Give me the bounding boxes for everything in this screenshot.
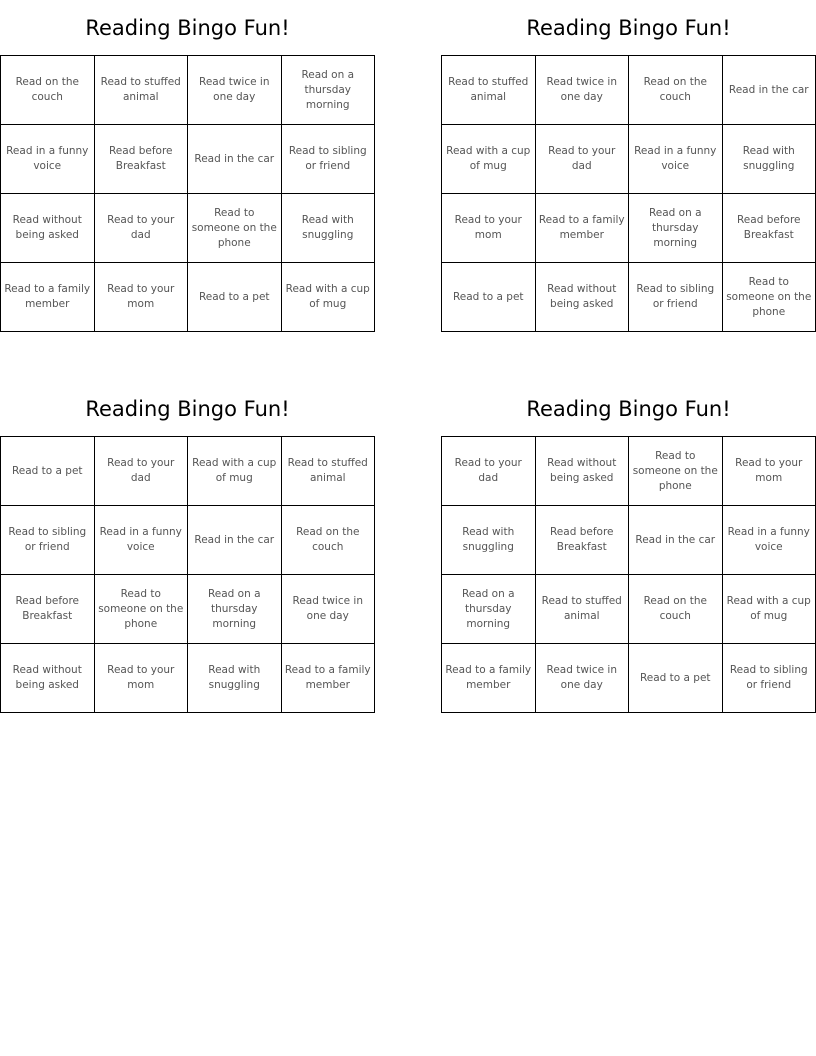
bingo-grid bbox=[0, 55, 375, 332]
bingo-cell: Read in the car bbox=[188, 506, 282, 575]
bingo-cell: Read with snuggling bbox=[442, 506, 536, 575]
bingo-cell: Read to sibling or friend bbox=[723, 644, 816, 713]
bingo-cell: Read before Breakfast bbox=[1, 575, 95, 644]
bingo-cell: Read to stuffed animal bbox=[95, 56, 189, 125]
bingo-cell: Read on the couch bbox=[629, 56, 723, 125]
card-title: Reading Bingo Fun! bbox=[526, 397, 731, 421]
bingo-cell: Read to a pet bbox=[442, 263, 536, 332]
bingo-cell: Read in a funny voice bbox=[629, 125, 723, 194]
bingo-cell: Read before Breakfast bbox=[723, 194, 816, 263]
bingo-cell: Read to a family member bbox=[1, 263, 95, 332]
bingo-cell: Read on the couch bbox=[629, 575, 723, 644]
bingo-cell: Read with snuggling bbox=[723, 125, 816, 194]
bingo-cell: Read with snuggling bbox=[188, 644, 282, 713]
bingo-cell: Read with a cup of mug bbox=[282, 263, 376, 332]
bingo-cell: Read with a cup of mug bbox=[723, 575, 816, 644]
bingo-cell: Read without being asked bbox=[1, 644, 95, 713]
bingo-cell: Read to sibling or friend bbox=[282, 125, 376, 194]
bingo-cell: Read without being asked bbox=[536, 437, 630, 506]
bingo-cell: Read to a pet bbox=[1, 437, 95, 506]
bingo-cell: Read with a cup of mug bbox=[188, 437, 282, 506]
bingo-cell: Read on a thursday morning bbox=[442, 575, 536, 644]
card-title: Reading Bingo Fun! bbox=[85, 397, 290, 421]
bingo-cell: Read to stuffed animal bbox=[442, 56, 536, 125]
bingo-cell: Read before Breakfast bbox=[95, 125, 189, 194]
bingo-cell: Read in a funny voice bbox=[1, 125, 95, 194]
bingo-card bbox=[441, 0, 816, 332]
bingo-grid bbox=[441, 55, 816, 332]
bingo-cell: Read twice in one day bbox=[536, 56, 630, 125]
bingo-cell: Read in the car bbox=[629, 506, 723, 575]
bingo-cell: Read to your mom bbox=[95, 263, 189, 332]
bingo-cell: Read to a pet bbox=[629, 644, 723, 713]
bingo-cell: Read on a thursday morning bbox=[188, 575, 282, 644]
bingo-cell: Read on a thursday morning bbox=[282, 56, 376, 125]
bingo-cell: Read to someone on the phone bbox=[723, 263, 816, 332]
bingo-cell: Read to your dad bbox=[95, 194, 189, 263]
bingo-grid bbox=[0, 436, 375, 713]
bingo-cell: Read to your mom bbox=[723, 437, 816, 506]
bingo-cell: Read twice in one day bbox=[188, 56, 282, 125]
bingo-cell: Read before Breakfast bbox=[536, 506, 630, 575]
bingo-card bbox=[0, 381, 375, 713]
bingo-cell: Read to someone on the phone bbox=[188, 194, 282, 263]
bingo-cell: Read to your mom bbox=[95, 644, 189, 713]
bingo-cell: Read with a cup of mug bbox=[442, 125, 536, 194]
bingo-cell: Read in the car bbox=[723, 56, 816, 125]
bingo-cell: Read to a family member bbox=[536, 194, 630, 263]
bingo-grid bbox=[441, 436, 816, 713]
bingo-cell: Read to a pet bbox=[188, 263, 282, 332]
bingo-cell: Read to your dad bbox=[536, 125, 630, 194]
bingo-cell: Read twice in one day bbox=[536, 644, 630, 713]
bingo-cell: Read to your dad bbox=[95, 437, 189, 506]
bingo-cell: Read to stuffed animal bbox=[282, 437, 376, 506]
bingo-cell: Read to your mom bbox=[442, 194, 536, 263]
bingo-cell: Read twice in one day bbox=[282, 575, 376, 644]
card-title: Reading Bingo Fun! bbox=[526, 16, 731, 40]
bingo-cell: Read to a family member bbox=[442, 644, 536, 713]
bingo-cell: Read without being asked bbox=[536, 263, 630, 332]
bingo-cell: Read with snuggling bbox=[282, 194, 376, 263]
bingo-cell: Read on the couch bbox=[1, 56, 95, 125]
bingo-card bbox=[0, 0, 375, 332]
bingo-cell: Read in a funny voice bbox=[95, 506, 189, 575]
bingo-cell: Read in a funny voice bbox=[723, 506, 816, 575]
bingo-cell: Read in the car bbox=[188, 125, 282, 194]
bingo-cell: Read on the couch bbox=[282, 506, 376, 575]
bingo-card bbox=[441, 381, 816, 713]
bingo-cell: Read to sibling or friend bbox=[1, 506, 95, 575]
bingo-cell: Read to a family member bbox=[282, 644, 376, 713]
bingo-cell: Read without being asked bbox=[1, 194, 95, 263]
bingo-cell: Read on a thursday morning bbox=[629, 194, 723, 263]
bingo-cell: Read to stuffed animal bbox=[536, 575, 630, 644]
bingo-cell: Read to your dad bbox=[442, 437, 536, 506]
bingo-cell: Read to someone on the phone bbox=[629, 437, 723, 506]
card-title: Reading Bingo Fun! bbox=[85, 16, 290, 40]
bingo-cell: Read to someone on the phone bbox=[95, 575, 189, 644]
bingo-cell: Read to sibling or friend bbox=[629, 263, 723, 332]
